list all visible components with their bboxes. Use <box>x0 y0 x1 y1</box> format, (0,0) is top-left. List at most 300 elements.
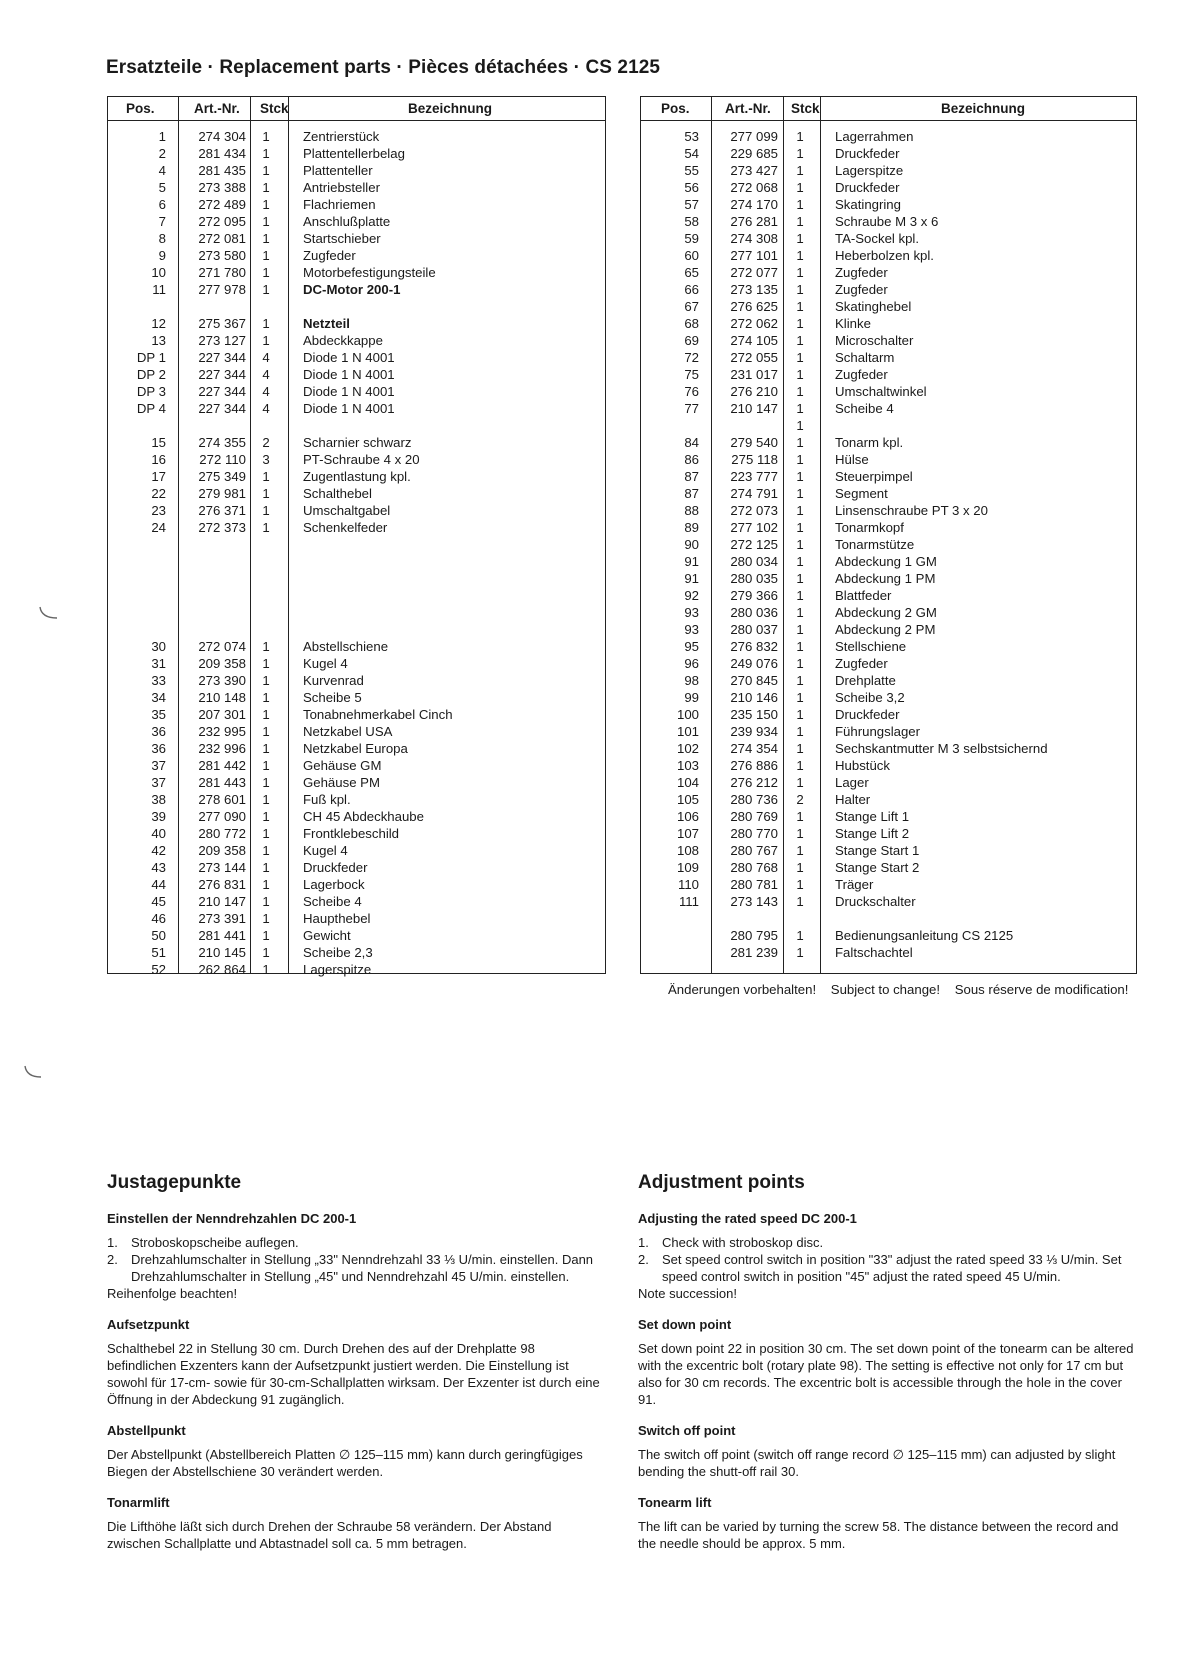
cell-qty: 1 <box>262 265 270 280</box>
table-row <box>108 298 605 315</box>
cell-qty: 1 <box>262 690 270 705</box>
table-row <box>641 485 1136 502</box>
cell-pos: 93 <box>684 622 699 637</box>
table-row <box>108 281 605 298</box>
cell-art-nr: 274 304 <box>198 129 246 144</box>
cell-name: Stellschiene <box>835 639 907 654</box>
cell-art-nr: 239 934 <box>730 724 778 739</box>
cell-name: Scheibe 5 <box>303 690 362 705</box>
cell-pos: DP 3 <box>136 384 166 399</box>
scan-mark <box>38 606 58 620</box>
cell-art-nr: 270 845 <box>730 673 778 688</box>
cell-qty: 1 <box>262 163 270 178</box>
adjustment-section-en <box>638 1170 1138 1552</box>
cell-art-nr: 280 781 <box>730 877 778 892</box>
cell-name: Diode 1 N 4001 <box>303 367 395 382</box>
cell-name: Umschaltgabel <box>303 503 391 518</box>
cell-pos: 91 <box>684 571 699 586</box>
cell-art-nr: 272 055 <box>730 350 778 365</box>
cell-art-nr: 280 770 <box>730 826 778 841</box>
cell-art-nr: 276 371 <box>198 503 246 518</box>
cell-pos: 36 <box>151 724 166 739</box>
cell-pos: 67 <box>684 299 699 314</box>
change-note-fr: Sous réserve de modification! <box>954 982 1129 997</box>
cell-pos: 87 <box>684 486 699 501</box>
cell-pos: 35 <box>151 707 166 722</box>
cell-pos: 54 <box>684 146 699 161</box>
cell-qty: 1 <box>796 758 804 773</box>
header-pos: Pos. <box>661 101 690 116</box>
cell-qty: 1 <box>796 197 804 212</box>
cell-name: Abdeckung 2 GM <box>835 605 937 620</box>
table-row <box>108 468 605 485</box>
table-row <box>108 145 605 162</box>
cell-qty: 1 <box>262 843 270 858</box>
cell-name: Drehplatte <box>835 673 896 688</box>
cell-qty: 1 <box>262 520 270 535</box>
cell-qty: 1 <box>262 962 270 977</box>
cell-name: Zugfeder <box>835 282 888 297</box>
cell-name: Scheibe 2,3 <box>303 945 373 960</box>
cell-qty: 1 <box>796 452 804 467</box>
cell-name: Scheibe 3,2 <box>835 690 905 705</box>
cell-name: Tonarm kpl. <box>835 435 904 450</box>
cell-pos: 50 <box>151 928 166 943</box>
cell-art-nr: 280 795 <box>730 928 778 943</box>
table-row <box>108 417 605 434</box>
cell-art-nr: 271 780 <box>198 265 246 280</box>
step-text: Set speed control switch in position "33" adjust the rated speed 33 ⅓ U/min. Set speed control switch in position "45" adjust the rated speed 45 U/min. <box>662 1252 1122 1284</box>
table-row <box>641 196 1136 213</box>
cell-art-nr: 274 105 <box>730 333 778 348</box>
table-row <box>641 332 1136 349</box>
section-heading: Adjustment points <box>638 1172 805 1193</box>
cell-art-nr: 273 427 <box>730 163 778 178</box>
cell-qty: 1 <box>796 945 804 960</box>
cell-name: Schaltarm <box>835 350 895 365</box>
table-row <box>108 961 605 978</box>
cell-qty: 1 <box>796 826 804 841</box>
header-art-nr: Art.-Nr. <box>725 101 771 116</box>
cell-pos: 101 <box>676 724 699 739</box>
cell-art-nr: 276 831 <box>198 877 246 892</box>
cell-qty: 1 <box>796 384 804 399</box>
table-row <box>641 876 1136 893</box>
cell-qty: 1 <box>796 843 804 858</box>
table-row <box>641 417 1136 434</box>
table-row <box>641 791 1136 808</box>
table-row <box>108 604 605 621</box>
cell-qty: 1 <box>796 350 804 365</box>
paragraph: The switch off point (switch off range record ∅ 125–115 mm) can adjusted by slight bending the shutt-off rail 30. <box>638 1447 1116 1479</box>
cell-qty: 2 <box>262 435 270 450</box>
cell-qty: 1 <box>796 741 804 756</box>
table-row <box>108 587 605 604</box>
cell-pos: 105 <box>676 792 699 807</box>
cell-name: Lagerspitze <box>303 962 372 977</box>
cell-qty: 1 <box>796 605 804 620</box>
cell-art-nr: 273 127 <box>198 333 246 348</box>
subsection-heading: Tonarmlift <box>107 1495 170 1510</box>
table-row <box>108 519 605 536</box>
cell-name: Schenkelfeder <box>303 520 388 535</box>
cell-name: Druckschalter <box>835 894 916 909</box>
table-row <box>641 451 1136 468</box>
cell-qty: 1 <box>796 503 804 518</box>
cell-qty: 1 <box>796 707 804 722</box>
cell-art-nr: 280 772 <box>198 826 246 841</box>
cell-name: Gehäuse PM <box>303 775 380 790</box>
table-row <box>108 502 605 519</box>
cell-qty: 1 <box>262 333 270 348</box>
cell-art-nr: 272 077 <box>730 265 778 280</box>
cell-name: Tonarmkopf <box>835 520 904 535</box>
cell-pos: 55 <box>684 163 699 178</box>
cell-qty: 1 <box>796 180 804 195</box>
cell-qty: 1 <box>796 163 804 178</box>
cell-pos: 110 <box>677 877 699 892</box>
cell-qty: 1 <box>262 214 270 229</box>
cell-pos: 16 <box>151 452 166 467</box>
cell-art-nr: 281 441 <box>198 928 246 943</box>
cell-pos: 22 <box>151 486 166 501</box>
cell-name: Steuerpimpel <box>835 469 913 484</box>
cell-qty: 1 <box>262 248 270 263</box>
cell-art-nr: 274 791 <box>730 486 778 501</box>
cell-name: Gewicht <box>303 928 351 943</box>
cell-art-nr: 249 076 <box>730 656 778 671</box>
cell-pos: 24 <box>151 520 166 535</box>
cell-pos: 36 <box>151 741 166 756</box>
cell-name: Schalthebel <box>303 486 372 501</box>
change-note-de: Änderungen vorbehalten! <box>668 982 817 997</box>
cell-art-nr: 273 135 <box>730 282 778 297</box>
cell-pos: 99 <box>684 690 699 705</box>
header-pos: Pos. <box>126 101 155 116</box>
table-row <box>641 825 1136 842</box>
cell-art-nr: 276 886 <box>730 758 778 773</box>
table-row <box>108 757 605 774</box>
cell-art-nr: 227 344 <box>198 384 246 399</box>
subsection-heading: Aufsetzpunkt <box>107 1317 190 1332</box>
cell-art-nr: 280 769 <box>730 809 778 824</box>
table-row <box>108 179 605 196</box>
table-row <box>641 230 1136 247</box>
cell-pos: 91 <box>684 554 699 569</box>
cell-art-nr: 210 148 <box>198 690 246 705</box>
cell-art-nr: 278 601 <box>198 792 246 807</box>
cell-pos: 37 <box>151 758 166 773</box>
cell-qty: 1 <box>262 146 270 161</box>
cell-name: Abdeckkappe <box>303 333 383 348</box>
cell-qty: 1 <box>262 503 270 518</box>
cell-pos: 34 <box>151 690 166 705</box>
table-row <box>641 604 1136 621</box>
cell-pos: 1 <box>158 129 166 144</box>
table-row <box>108 723 605 740</box>
cell-pos: 13 <box>151 333 166 348</box>
cell-name: Tonarmstütze <box>835 537 915 552</box>
cell-qty: 1 <box>796 129 804 144</box>
cell-qty: 1 <box>796 367 804 382</box>
cell-art-nr: 227 344 <box>198 350 246 365</box>
cell-name: Umschaltwinkel <box>835 384 927 399</box>
cell-pos: DP 4 <box>136 401 166 416</box>
cell-name: Druckfeder <box>835 180 900 195</box>
table-row <box>641 315 1136 332</box>
table-row <box>641 944 1136 961</box>
cell-pos: 45 <box>151 894 166 909</box>
cell-name: Motorbefestigungsteile <box>303 265 436 280</box>
cell-qty: 1 <box>262 469 270 484</box>
cell-art-nr: 272 062 <box>730 316 778 331</box>
cell-name: Stange Lift 1 <box>835 809 910 824</box>
cell-pos: 89 <box>684 520 699 535</box>
cell-qty: 1 <box>262 792 270 807</box>
table-row <box>108 332 605 349</box>
cell-qty: 1 <box>796 588 804 603</box>
cell-qty: 1 <box>796 299 804 314</box>
table-row <box>108 655 605 672</box>
table-row <box>108 621 605 638</box>
cell-qty: 1 <box>796 333 804 348</box>
cell-art-nr: 272 095 <box>198 214 246 229</box>
cell-name: Zugfeder <box>835 265 888 280</box>
cell-qty: 1 <box>262 129 270 144</box>
subsection-heading: Adjusting the rated speed DC 200-1 <box>638 1211 857 1226</box>
cell-art-nr: 210 146 <box>730 690 778 705</box>
cell-art-nr: 210 147 <box>198 894 246 909</box>
cell-name: Hülse <box>835 452 869 467</box>
table-row <box>108 893 605 910</box>
paragraph: Die Lifthöhe läßt sich durch Drehen der Schraube 58 verändern. Der Abstand zwischen Schallplatte und Abtastnadel soll ca. 5 mm betragen. <box>107 1519 552 1551</box>
cell-art-nr: 275 349 <box>198 469 246 484</box>
cell-qty: 1 <box>796 469 804 484</box>
scan-mark <box>22 1065 42 1079</box>
change-note-en: Subject to change! <box>830 982 941 997</box>
cell-name: PT-Schraube 4 x 20 <box>303 452 420 467</box>
table-row <box>108 638 605 655</box>
adjustment-section-de <box>107 1170 607 1552</box>
table-row <box>641 723 1136 740</box>
cell-qty: 1 <box>262 758 270 773</box>
cell-qty: 1 <box>796 248 804 263</box>
cell-art-nr: 277 090 <box>198 809 246 824</box>
cell-name: Abstellschiene <box>303 639 389 654</box>
table-row <box>641 366 1136 383</box>
cell-pos: 59 <box>684 231 699 246</box>
cell-pos: 98 <box>684 673 699 688</box>
cell-name: Tonabnehmerkabel Cinch <box>303 707 453 722</box>
table-row <box>641 570 1136 587</box>
cell-name: Scharnier schwarz <box>303 435 412 450</box>
table-row <box>641 774 1136 791</box>
cell-name: Blattfeder <box>835 588 892 603</box>
cell-qty: 1 <box>796 877 804 892</box>
table-row <box>641 128 1136 145</box>
cell-pos: 68 <box>684 316 699 331</box>
table-row <box>108 689 605 706</box>
table-row <box>641 927 1136 944</box>
cell-name: Abdeckung 2 PM <box>835 622 936 637</box>
cell-name: Plattenteller <box>303 163 373 178</box>
cell-art-nr: 232 995 <box>198 724 246 739</box>
cell-pos: 10 <box>151 265 166 280</box>
cell-name: Diode 1 N 4001 <box>303 401 395 416</box>
cell-name: Druckfeder <box>835 707 900 722</box>
cell-qty: 1 <box>796 418 804 433</box>
cell-art-nr: 273 390 <box>198 673 246 688</box>
table-row <box>641 706 1136 723</box>
cell-art-nr: 279 981 <box>198 486 246 501</box>
table-row <box>641 740 1136 757</box>
cell-name: Träger <box>835 877 874 892</box>
cell-qty: 1 <box>796 486 804 501</box>
table-row <box>641 621 1136 638</box>
cell-qty: 4 <box>262 401 270 416</box>
cell-art-nr: 274 355 <box>198 435 246 450</box>
cell-qty: 1 <box>796 690 804 705</box>
cell-name: Druckfeder <box>303 860 368 875</box>
header-qty: Stck <box>791 101 820 116</box>
cell-pos: 8 <box>158 231 166 246</box>
cell-qty: 1 <box>796 809 804 824</box>
cell-art-nr: 272 068 <box>730 180 778 195</box>
cell-pos: 65 <box>684 265 699 280</box>
cell-name: Anschlußplatte <box>303 214 391 229</box>
cell-name: Heberbolzen kpl. <box>835 248 934 263</box>
table-row <box>641 689 1136 706</box>
cell-qty: 1 <box>796 894 804 909</box>
cell-pos: 38 <box>151 792 166 807</box>
cell-art-nr: 281 434 <box>198 146 246 161</box>
subsection-heading: Tonearm lift <box>638 1495 712 1510</box>
cell-name: Skatingring <box>835 197 901 212</box>
cell-art-nr: 275 367 <box>198 316 246 331</box>
cell-art-nr: 272 081 <box>198 231 246 246</box>
cell-qty: 1 <box>796 265 804 280</box>
cell-pos: 33 <box>151 673 166 688</box>
cell-art-nr: 210 147 <box>730 401 778 416</box>
cell-qty: 1 <box>262 486 270 501</box>
cell-art-nr: 277 099 <box>730 129 778 144</box>
cell-name: Klinke <box>835 316 871 331</box>
paragraph: The lift can be varied by turning the screw 58. The distance between the record and the needle should be approx. 5 mm. <box>638 1519 1119 1551</box>
cell-pos: 44 <box>151 877 166 892</box>
paragraph: Set down point 22 in position 30 cm. The set down point of the tonearm can be altered with the excentric bolt (rotary plate 98). The setting is effective not only for 17 cm but also for 30 cm records. The excentric bolt is accessible through the hole in the cover 91. <box>638 1341 1134 1407</box>
step-text: Stroboskopscheibe auflegen. <box>131 1235 299 1250</box>
cell-pos: 102 <box>676 741 699 756</box>
page-title: Ersatzteile · Replacement parts · Pièces détachées · CS 2125 <box>106 57 661 78</box>
cell-name: Kurvenrad <box>303 673 364 688</box>
cell-qty: 1 <box>796 282 804 297</box>
cell-name: Microschalter <box>835 333 914 348</box>
cell-name: Gehäuse GM <box>303 758 382 773</box>
cell-qty: 1 <box>262 809 270 824</box>
cell-pos: 15 <box>151 435 166 450</box>
cell-art-nr: 279 366 <box>730 588 778 603</box>
cell-pos: 104 <box>676 775 699 790</box>
parts-table-left <box>107 96 606 977</box>
cell-qty: 1 <box>796 622 804 637</box>
cell-art-nr: 281 443 <box>198 775 246 790</box>
cell-qty: 1 <box>262 775 270 790</box>
table-row <box>641 502 1136 519</box>
cell-pos: DP 2 <box>136 367 166 382</box>
cell-art-nr: 277 978 <box>198 282 246 297</box>
cell-pos: 7 <box>158 214 166 229</box>
cell-qty: 1 <box>796 537 804 552</box>
cell-pos: 86 <box>684 452 699 467</box>
cell-name: Scheibe 4 <box>303 894 362 909</box>
paragraph: Der Abstellpunkt (Abstellbereich Platten ∅ 125–115 mm) kann durch geringfügiges Biegen der Abstellschiene 30 verändert werden. <box>107 1447 583 1479</box>
cell-pos: 60 <box>684 248 699 263</box>
cell-art-nr: 207 301 <box>198 707 246 722</box>
cell-art-nr: 274 354 <box>730 741 778 756</box>
table-row <box>108 366 605 383</box>
cell-qty: 1 <box>262 741 270 756</box>
table-row <box>108 264 605 281</box>
table-row <box>641 281 1136 298</box>
cell-name: Sechskantmutter M 3 selbstsichernd <box>835 741 1048 756</box>
table-row <box>108 247 605 264</box>
table-row <box>108 196 605 213</box>
table-row <box>108 315 605 332</box>
cell-name: Bedienungsanleitung CS 2125 <box>835 928 1014 943</box>
cell-pos: 57 <box>684 197 699 212</box>
cell-pos: 76 <box>684 384 699 399</box>
table-row <box>108 400 605 417</box>
speed-steps <box>638 1234 1138 1285</box>
cell-qty: 1 <box>796 775 804 790</box>
table-row <box>108 706 605 723</box>
cell-name: Lagerbock <box>303 877 365 892</box>
cell-name: Stange Start 1 <box>835 843 920 858</box>
table-row <box>108 944 605 961</box>
cell-pos: 37 <box>151 775 166 790</box>
cell-name: Druckfeder <box>835 146 900 161</box>
table-row <box>641 349 1136 366</box>
cell-name: Zugfeder <box>303 248 356 263</box>
cell-qty: 1 <box>796 571 804 586</box>
subsection-heading: Switch off point <box>638 1423 736 1438</box>
table-row <box>108 570 605 587</box>
cell-name: Lagerrahmen <box>835 129 914 144</box>
cell-pos: 31 <box>151 656 166 671</box>
table-row <box>108 383 605 400</box>
cell-qty: 1 <box>262 197 270 212</box>
cell-art-nr: 272 489 <box>198 197 246 212</box>
cell-name: Schraube M 3 x 6 <box>835 214 939 229</box>
step-text: Drehzahlumschalter in Stellung „33" Nenndrehzahl 33 ⅓ U/min. einstellen. Dann Drehzahlumschalter in Stellung „45" und Nenndrehzahl 45 U/min. einstellen. <box>131 1252 594 1284</box>
cell-name: Netzkabel USA <box>303 724 393 739</box>
cell-name: Halter <box>835 792 871 807</box>
table-row <box>641 553 1136 570</box>
cell-art-nr: 235 150 <box>730 707 778 722</box>
table-row <box>641 587 1136 604</box>
cell-pos: 95 <box>684 639 699 654</box>
table-row <box>108 553 605 570</box>
cell-art-nr: 209 358 <box>198 656 246 671</box>
cell-art-nr: 273 580 <box>198 248 246 263</box>
table-row <box>108 740 605 757</box>
table-row <box>641 298 1136 315</box>
cell-name: Abdeckung 1 PM <box>835 571 936 586</box>
table-row <box>108 128 605 145</box>
cell-qty: 1 <box>262 860 270 875</box>
cell-qty: 1 <box>796 656 804 671</box>
cell-art-nr: 272 074 <box>198 639 246 654</box>
